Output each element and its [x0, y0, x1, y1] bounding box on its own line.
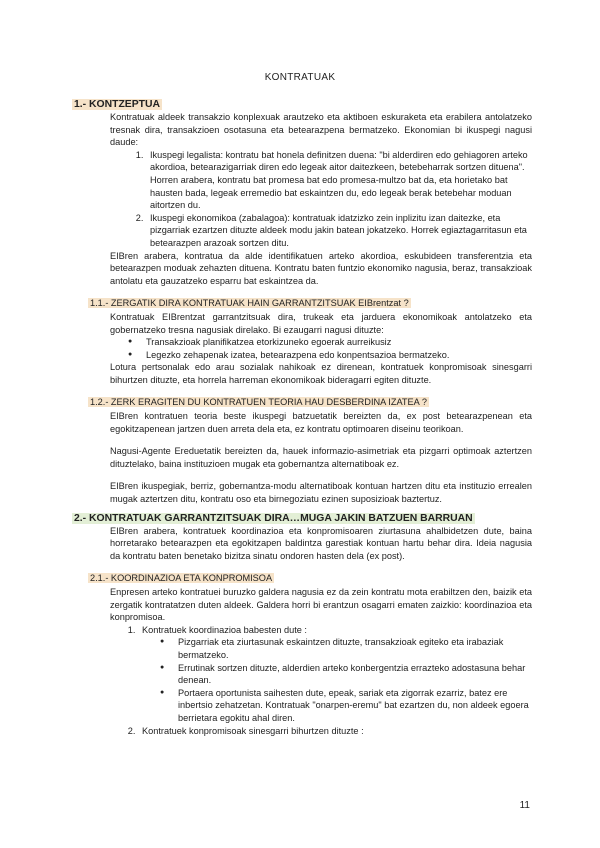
- bullet-item: ● Pizgarriak eta ziurtasunak eskaintzen dituzte, transakzioak egiteko eta irabaziak bermatzeko.: [178, 636, 532, 661]
- section1-intro: Kontratuak aldeek transakzio konplexuak arautzeko eta aktiboen eskuraketa eta erabilera antolatzeko tresnak dira, transakzioen osotasuna eta betearazpena bermatzeko. Ekonomian bi ikuspegi nagusi daude:: [110, 112, 532, 148]
- heading-text: 2.- KONTRATUAK GARRANTZITSUAK DIRA…MUGA JAKIN BATZUEN BARRUAN: [74, 512, 473, 524]
- list-item: [138, 725, 532, 738]
- list-item: [138, 624, 532, 725]
- section1-1-intro: Kontratuak EIBrentzat garrantzitsuak dira, trukeak eta jarduera ekonomikoak antolatzeko eta gobernatzeko tresna nagusiak direlako. Bi ezaugarri nagusi dituzte:: [110, 311, 532, 335]
- section1-1-closing: Lotura pertsonalak edo arau sozialak nahikoak ez direnean, kontratuek konpromisoak sinesgarri bihurtzen dituzte, eta horrela harreman ekonomikoak bideragarri egiten dituzte.: [110, 362, 532, 385]
- section-heading-1-2: [88, 396, 532, 409]
- section1-2-para-2: Nagusi-Agente Ereduetatik bereizten da, hauek informazio-asimetriak eta pizgarri optimoak aztertzen dituztelako, baina instituzioen mugak eta gobernantza alternatiboak ez.: [110, 446, 532, 469]
- section-heading-1: [72, 98, 532, 111]
- page-number: 11: [519, 800, 530, 811]
- section-heading-2-1: [88, 572, 532, 585]
- document-title: KONTRATUAK: [264, 72, 336, 83]
- list-item: 1. Ikuspegi legalista: kontratu bat honela definitzen duena: "bi alderdiren edo gehiagoren arteko akordioa, betearazigarriak diren edo legeak aitor daitezkeen, betebeharrak sortzen dituena". Horren arabera, kontratu bat promesa bat edo promesa-multzo bat da, eta horietako bat hausten bada, legeak erremedio bat eskaintzen du, edo legeak berak betebehar moduan aitortzen du.: [146, 149, 532, 212]
- heading-text: 1.2.- ZERK ERAGITEN DU KONTRATUEN TEORIA HAU DESBERDINA IZATEA ?: [90, 397, 427, 408]
- heading-text: 1.- KONTZEPTUA: [74, 99, 161, 110]
- section1-2-para-3: EIBren ikuspegiak, berriz, gobernantza-modu alternatiboak kontuan hartzen ditu eta instituzio errealen mugak aztertzen ditu, kontratu oso eta birnegoziatu ezinen suposizioak baztertuz.: [110, 481, 532, 505]
- bullet-item: ● Errutinak sortzen dituzte, alderdien arteko konbergentzia errazteko adostasuna behar denean.: [178, 662, 532, 687]
- nested-bullets: [142, 636, 532, 724]
- document-body: [72, 98, 532, 737]
- section1-2-para-1: EIBren kontratuen teoria beste ikuspegi batzuetatik bereizten da, ex post betearazpenean eta egokitzapenean jartzen duen arreta dela eta, ez kontratu optimoaren diseinu teorikoan.: [110, 411, 532, 434]
- section2-1-intro: Enpresen arteko kontratuei buruzko galdera nagusia ez da zein kontratu mota erabiltzen den, baizik eta zergatik kontratatzen duten aldeek. Galdera horri bi erantzun osagarri ematen zaizkio: koordinazioa eta konpromisoa.: [110, 587, 532, 623]
- list-item: 2. Ikuspegi ekonomikoa (zabalagoa): kontratuak idatzizko zein inplizitu izan daitezke, eta pizgarriak ezartzen dituzte aldeek modu jakin batean jokatzeko. Horrek egiaztagarritasun eta betearazpen arazoak sortzen ditu.: [146, 212, 532, 250]
- heading-text: 1.1.- ZERGATIK DIRA KONTRATUAK HAIN GARRANTZITSUAK EIBrentzat ?: [90, 298, 409, 309]
- heading-text: 2.1.- KOORDINAZIOA ETA KONPROMISOA: [90, 573, 273, 584]
- section2-1-list: [72, 624, 532, 737]
- bullet-item: ● Portaera oportunista saihesten dute, epeak, sariak eta zigorrak ezarriz, batez ere inbertsio zehatzetan. Kontratuak "onarpen-eremu" bat ezartzen du, non aldeek egoera berrietara egokitu ahal diren.: [178, 687, 532, 725]
- list-item-label: Kontratuek koordinazioa babesten dute :: [142, 624, 307, 635]
- section1-closing: EIBren arabera, kontratua da alde identifikatuen arteko akordioa, eskubideen transferentzia eta betearazpen moduak zehazten dituena. Kontratu baten funtzio ekonomiko nagusia, beraz, transakzioak antolatu eta gauzatzeko esparru bat eskaintzea da.: [110, 250, 532, 286]
- section-heading-1-1: [88, 297, 532, 310]
- bullet-item: ● Transakzioak planifikatzea etorkizuneko egoerak aurreikusiz: [146, 336, 532, 349]
- section2-para: EIBren arabera, kontratuek koordinazioa eta konpromisoaren ziurtasuna ahalbidetzen dute, baina horretarako betearazpen eta egokitzapen baldintza garestiak kontuan hartu behar dira. Ideia nagusia da kontratu baten benetako bizitza sinatu ondoren hasten dela (ex post).: [110, 525, 532, 561]
- bullet-item: ● Legezko zehapenak izatea, betearazpena edo konpentsazioa bermatzeko.: [146, 349, 532, 362]
- section1-1-bullets: [72, 336, 532, 361]
- list-item-label: Kontratuek konpromisoak sinesgarri bihurtzen dituzte :: [142, 725, 364, 736]
- section1-list: [72, 149, 532, 250]
- section-heading-2: [72, 512, 532, 525]
